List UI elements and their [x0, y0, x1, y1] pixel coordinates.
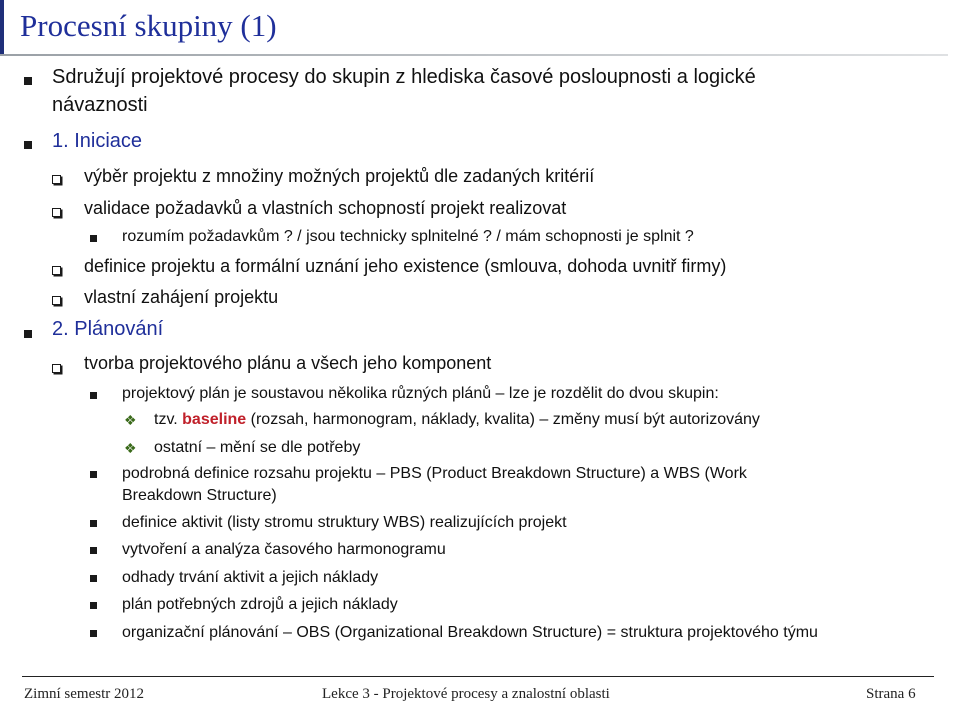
bullet-text: organizační plánování – OBS (Organizational Breakdown Structure) = struktura projektového týmu	[122, 624, 818, 641]
bullet-text-baseline	[154, 409, 760, 431]
section-heading: 2. Plánování	[52, 318, 164, 340]
bullet-text: rozumím požadavkům ? / jsou technicky splnitelné ? / mám schopnosti je splnit ?	[122, 228, 694, 245]
square-bullet-icon	[90, 575, 97, 582]
title-divider	[0, 54, 948, 56]
square-bullet-icon	[90, 602, 97, 609]
bullet-text: ostatní – mění se dle potřeby	[154, 439, 361, 456]
bullet-text: odhady trvání aktivit a jejich náklady	[122, 569, 379, 586]
square-bullet-icon	[24, 141, 32, 149]
footer-divider	[22, 676, 934, 677]
checkbox-bullet-icon	[52, 296, 61, 305]
baseline-prefix: tzv.	[154, 411, 183, 428]
bullet-text: projektový plán je soustavou několika různých plánů – lze je rozdělit do dvou skupin:	[122, 385, 719, 402]
bullet-text: vlastní zahájení projektu	[84, 287, 279, 307]
slide-title: Procesní skupiny (1)	[20, 8, 277, 43]
bullet-text: validace požadavků a vlastních schopností projekt realizovat	[84, 198, 567, 218]
baseline-keyword: baseline	[182, 411, 247, 428]
bullet-text: výběr projektu z množiny možných projektů dle zadaných kritérií	[84, 166, 595, 186]
bullet-text: plán potřebných zdrojů a jejich náklady	[122, 596, 398, 613]
bullet-text: podrobná definice rozsahu projektu – PBS (Product Breakdown Structure) a WBS (Work	[122, 465, 747, 482]
bullet-text: Sdružují projektové procesy do skupin z hlediska časové posloupnosti a logické	[52, 66, 756, 88]
baseline-suffix: (rozsah, harmonogram, náklady, kvalita) – změny musí být autorizovány	[246, 411, 760, 428]
square-bullet-icon	[24, 330, 32, 338]
footer-page-number: Strana 6	[866, 686, 916, 702]
bullet-text: definice aktivit (listy stromu struktury WBS) realizujících projekt	[122, 514, 567, 531]
square-bullet-icon	[90, 547, 97, 554]
footer-semester: Zimní semestr 2012	[24, 686, 144, 702]
bullet-text: vytvoření a analýza časového harmonogramu	[122, 541, 446, 558]
bullet-text: definice projektu a formální uznání jeho existence (smlouva, dohoda uvnitř firmy)	[84, 256, 727, 276]
bullet-text: tvorba projektového plánu a všech jeho komponent	[84, 353, 492, 373]
footer-lecture: Lekce 3 - Projektové procesy a znalostní oblasti	[322, 686, 610, 702]
section-heading: 1. Iniciace	[52, 130, 143, 152]
square-bullet-icon	[90, 520, 97, 527]
square-bullet-icon	[90, 235, 97, 242]
square-bullet-icon	[24, 77, 32, 85]
square-bullet-icon	[90, 392, 97, 399]
checkbox-bullet-icon	[52, 208, 61, 217]
diamond-bullet-icon: ❖	[124, 440, 137, 456]
checkbox-bullet-icon	[52, 175, 61, 184]
bullet-text-continuation: návaznosti	[52, 94, 148, 116]
square-bullet-icon	[90, 630, 97, 637]
checkbox-bullet-icon	[52, 266, 61, 275]
diamond-bullet-icon: ❖	[124, 412, 137, 428]
checkbox-bullet-icon	[52, 364, 61, 373]
square-bullet-icon	[90, 471, 97, 478]
bullet-text-continuation: Breakdown Structure)	[122, 487, 277, 504]
